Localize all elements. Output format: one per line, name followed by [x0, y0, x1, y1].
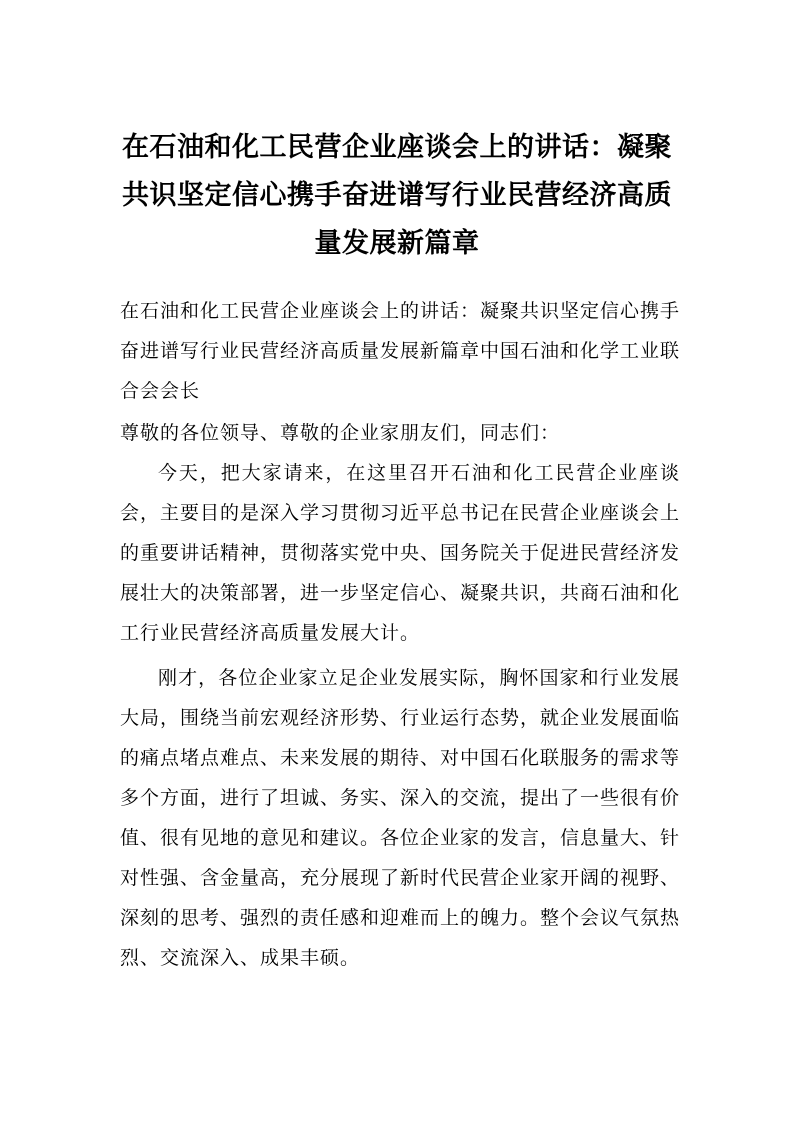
body-paragraph: 刚才，各位企业家立足企业发展实际，胸怀国家和行业发展大局，围绕当前宏观经济形势、行业运行态势，就企业发展面临的痛点堵点难点、未来发展的期待、对中国石化联服务的需求等多个方面，进行了坦诚、务实、深入的交流，提出了一些很有价值、很有见地的意见和建议。各位企业家的发言，信息量大、针对性强、含金量高，充分展现了新时代民营企业家开阔的视野、深刻的思考、强烈的责任感和迎难而上的魄力。整个会议气氛热烈、交流深入、成果丰硕。 — [120, 667, 681, 969]
body-paragraph: 今天，把大家请来，在这里召开石油和化工民营企业座谈会，主要目的是深入学习贯彻习近平总书记在民营企业座谈会上的重要讲话精神，贯彻落实党中央、国务院关于促进民营经济发展壮大的决策部署，进一步坚定信心、凝聚共识，共商石油和化工行业民营经济高质量发展大计。 — [120, 462, 681, 644]
document-title: 在石油和化工民营企业座谈会上的讲话：凝聚共识坚定信心携手奋进谱写行业民营经济高质量发展新篇章 — [122, 132, 672, 259]
greeting-line: 尊敬的各位领导、尊敬的企业家朋友们，同志们： — [120, 422, 561, 444]
document-subtitle: 在石油和化工民营企业座谈会上的讲话：凝聚共识坚定信心携手奋进谱写行业民营经济高质量发展新篇章中国石油和化学工业联合会会长 — [120, 300, 681, 402]
